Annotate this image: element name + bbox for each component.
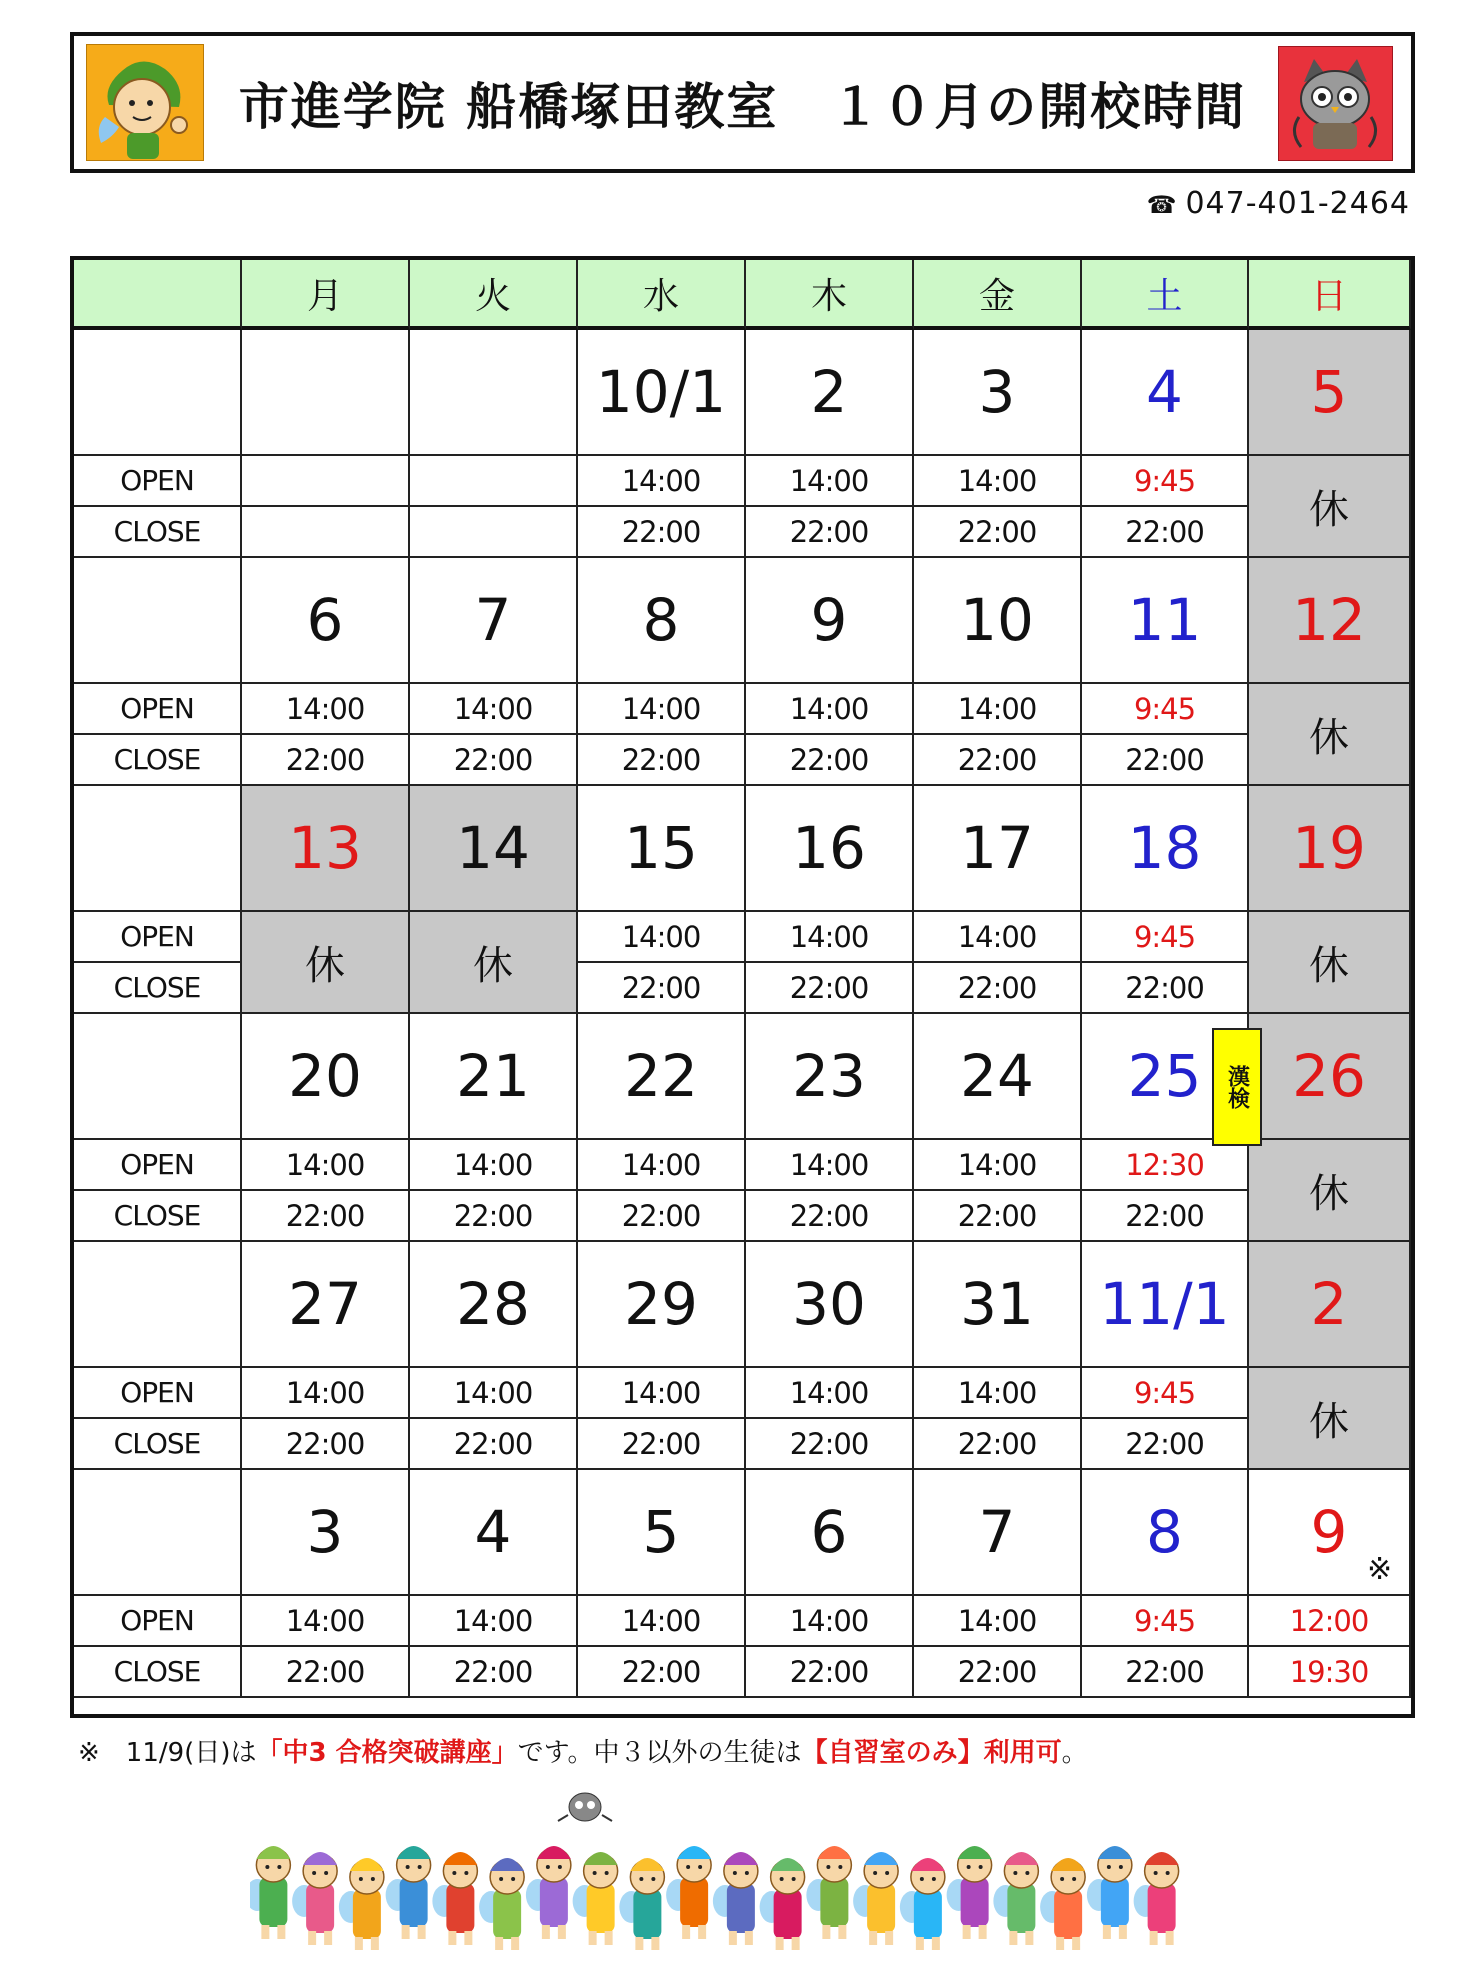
close-time: 22:00 — [914, 507, 1082, 558]
close-time: 22:00 — [242, 1419, 410, 1470]
open-time: 14:00 — [914, 912, 1082, 963]
close-time: 22:00 — [410, 1191, 578, 1242]
day-date: 22 — [578, 1014, 746, 1140]
open-label: OPEN — [74, 1140, 242, 1191]
close-time: 22:00 — [578, 1419, 746, 1470]
kanken-badge: 漢検 — [1212, 1028, 1262, 1146]
footnote-text-3: 。 — [1061, 1738, 1088, 1768]
open-time: 14:00 — [242, 684, 410, 735]
close-label: CLOSE — [74, 1647, 242, 1698]
telephone-icon: ☎ — [1146, 191, 1178, 219]
day-date: 13 — [242, 786, 410, 912]
note-mark: ※ — [1367, 1552, 1393, 1587]
open-label: OPEN — [74, 684, 242, 735]
day-date: 12 — [1249, 558, 1411, 684]
day-date: 23 — [746, 1014, 914, 1140]
footnote-text-2: です。中３以外の生徒は — [517, 1738, 802, 1768]
close-time: 22:00 — [410, 735, 578, 786]
weekday-header: 水 — [578, 260, 746, 330]
week-label-blank — [74, 330, 242, 456]
open-time: 14:00 — [578, 912, 746, 963]
close-time: 22:00 — [1082, 735, 1249, 786]
parade-mascot — [713, 1852, 758, 1945]
close-time: 22:00 — [746, 507, 914, 558]
parade-mascot — [993, 1852, 1038, 1945]
day-date: 21 — [410, 1014, 578, 1140]
close-label: CLOSE — [74, 1419, 242, 1470]
close-time: 22:00 — [746, 1191, 914, 1242]
week-label-blank — [74, 558, 242, 684]
open-label: OPEN — [74, 456, 242, 507]
open-label: OPEN — [74, 1596, 242, 1647]
day-date: 8 — [1082, 1470, 1249, 1596]
open-time: 14:00 — [578, 1140, 746, 1191]
closed-day-cell: 休 — [1249, 1368, 1411, 1470]
close-time: 22:00 — [410, 1647, 578, 1698]
day-date: 17 — [914, 786, 1082, 912]
closed-day-cell: 休 — [1249, 912, 1411, 1014]
week-label-blank — [74, 1470, 242, 1596]
day-date: 14 — [410, 786, 578, 912]
day-date: 2 — [1249, 1242, 1411, 1368]
open-time: 14:00 — [578, 456, 746, 507]
day-date: 20 — [242, 1014, 410, 1140]
open-time: 9:45 — [1082, 1596, 1249, 1647]
close-time: 22:00 — [578, 507, 746, 558]
open-label: OPEN — [74, 912, 242, 963]
closed-day-cell: 休 — [1249, 1140, 1411, 1242]
weekday-header: 木 — [746, 260, 914, 330]
open-time: 14:00 — [914, 1368, 1082, 1419]
open-time: 14:00 — [746, 1596, 914, 1647]
week-label-blank — [74, 1242, 242, 1368]
week-label-blank — [74, 1014, 242, 1140]
close-time: 22:00 — [242, 1647, 410, 1698]
open-time: 14:00 — [914, 456, 1082, 507]
day-date: 3 — [242, 1470, 410, 1596]
day-date: 9 — [746, 558, 914, 684]
day-date: 2 — [746, 330, 914, 456]
open-time: 14:00 — [410, 1140, 578, 1191]
open-time: 14:00 — [410, 684, 578, 735]
day-date: 27 — [242, 1242, 410, 1368]
day-date: 26 — [1249, 1014, 1411, 1140]
footnote-highlight-course: 「中3 合格突破講座」 — [256, 1738, 518, 1768]
day-date: 24 — [914, 1014, 1082, 1140]
open-time: 14:00 — [578, 684, 746, 735]
day-date: 18 — [1082, 786, 1249, 912]
day-date: 19 — [1249, 786, 1411, 912]
open-time: 14:00 — [242, 1596, 410, 1647]
close-time: 22:00 — [242, 735, 410, 786]
close-time: 19:30 — [1249, 1647, 1411, 1698]
day-date: 5 — [1249, 330, 1411, 456]
open-time: 9:45 — [1082, 1368, 1249, 1419]
parade-mascot — [900, 1858, 945, 1950]
day-date: 28 — [410, 1242, 578, 1368]
footnote-text-1: 11/9(日)は — [99, 1738, 257, 1768]
day-date: 3 — [914, 330, 1082, 456]
open-time: 14:00 — [914, 684, 1082, 735]
open-time: 14:00 — [914, 1596, 1082, 1647]
parade-mascot — [760, 1858, 805, 1950]
mascot-logo-left — [86, 44, 204, 161]
parade-mascot — [1134, 1852, 1179, 1945]
day-date: 29 — [578, 1242, 746, 1368]
weekday-header: 月 — [242, 260, 410, 330]
day-date — [410, 330, 578, 456]
day-date: 11/1 — [1082, 1242, 1249, 1368]
close-time: 22:00 — [1082, 507, 1249, 558]
parade-mascot — [573, 1852, 618, 1945]
close-time — [410, 507, 578, 558]
weekday-header-blank — [74, 260, 242, 330]
close-time: 22:00 — [914, 1191, 1082, 1242]
day-date: 4 — [1082, 330, 1249, 456]
footnote-mark: ※ — [78, 1738, 100, 1768]
close-label: CLOSE — [74, 735, 242, 786]
parade-mascot — [386, 1846, 431, 1939]
closed-day-cell: 休 — [410, 912, 578, 1014]
close-time: 22:00 — [914, 735, 1082, 786]
close-time: 22:00 — [1082, 1647, 1249, 1698]
close-time: 22:00 — [578, 1647, 746, 1698]
open-time: 9:45 — [1082, 912, 1249, 963]
parade-mascot — [292, 1852, 337, 1945]
parade-mascot — [947, 1846, 992, 1939]
close-label: CLOSE — [74, 507, 242, 558]
parade-mascot — [1087, 1846, 1132, 1939]
day-date: 25 — [1082, 1014, 1249, 1140]
open-time: 14:00 — [242, 1140, 410, 1191]
open-time: 14:00 — [242, 1368, 410, 1419]
open-time: 14:00 — [578, 1368, 746, 1419]
day-date: 4 — [410, 1470, 578, 1596]
day-date: 15 — [578, 786, 746, 912]
open-time — [410, 456, 578, 507]
open-time: 14:00 — [578, 1596, 746, 1647]
close-time: 22:00 — [1082, 963, 1249, 1014]
footnote — [78, 1732, 1088, 1769]
open-time: 12:30 — [1082, 1140, 1249, 1191]
open-time: 9:45 — [1082, 456, 1249, 507]
day-date: 8 — [578, 558, 746, 684]
parade-mascot — [619, 1858, 664, 1950]
mascot-owl-right — [1278, 46, 1393, 161]
day-date: 10 — [914, 558, 1082, 684]
close-time: 22:00 — [914, 1647, 1082, 1698]
parade-mascot — [806, 1846, 851, 1939]
day-date: 7 — [914, 1470, 1082, 1596]
close-time: 22:00 — [746, 963, 914, 1014]
day-date: 30 — [746, 1242, 914, 1368]
parade-mascot — [1040, 1858, 1085, 1950]
day-date: 6 — [746, 1470, 914, 1596]
close-time: 22:00 — [1082, 1191, 1249, 1242]
close-time: 22:00 — [578, 963, 746, 1014]
open-time: 9:45 — [1082, 684, 1249, 735]
close-time — [242, 507, 410, 558]
parade-mascot — [339, 1858, 384, 1950]
open-time: 14:00 — [746, 456, 914, 507]
day-date: 5 — [578, 1470, 746, 1596]
open-time: 14:00 — [410, 1368, 578, 1419]
close-time: 22:00 — [242, 1191, 410, 1242]
close-time: 22:00 — [746, 1419, 914, 1470]
day-date: 16 — [746, 786, 914, 912]
title-box — [70, 32, 1415, 173]
day-date: 31 — [914, 1242, 1082, 1368]
open-label: OPEN — [74, 1368, 242, 1419]
close-label: CLOSE — [74, 963, 242, 1014]
parade-mascot — [526, 1846, 571, 1939]
page-title: 市進学院 船橋塚田教室 １０月の開校時間 — [238, 77, 1247, 136]
phone-text: 047-401-2464 — [1185, 186, 1410, 221]
mascot-parade-illustration — [250, 1785, 1185, 1950]
parade-mascot — [479, 1858, 524, 1950]
closed-day-cell: 休 — [1249, 684, 1411, 786]
close-time: 22:00 — [914, 963, 1082, 1014]
close-time: 22:00 — [410, 1419, 578, 1470]
parade-mascot — [250, 1846, 290, 1939]
day-date: 9 — [1249, 1470, 1411, 1596]
weekday-header: 土 — [1082, 260, 1249, 330]
open-time: 14:00 — [746, 1368, 914, 1419]
day-date: 7 — [410, 558, 578, 684]
parade-mascot — [853, 1852, 898, 1945]
weekday-header: 火 — [410, 260, 578, 330]
open-time: 14:00 — [746, 684, 914, 735]
footnote-highlight-study-room: 【自習室のみ】利用可 — [801, 1738, 1062, 1768]
open-time: 14:00 — [410, 1596, 578, 1647]
closed-day-cell: 休 — [1249, 456, 1411, 558]
weekday-header: 金 — [914, 260, 1082, 330]
close-time: 22:00 — [578, 1191, 746, 1242]
close-label: CLOSE — [74, 1191, 242, 1242]
phone-number — [1147, 186, 1410, 221]
day-date — [242, 330, 410, 456]
parade-owl — [558, 1793, 612, 1821]
day-date: 6 — [242, 558, 410, 684]
close-time: 22:00 — [914, 1419, 1082, 1470]
week-label-blank — [74, 786, 242, 912]
calendar-table — [70, 256, 1415, 1718]
parade-mascot — [666, 1846, 711, 1939]
open-time: 12:00 — [1249, 1596, 1411, 1647]
close-time: 22:00 — [746, 735, 914, 786]
day-date: 10/1 — [578, 330, 746, 456]
open-time: 14:00 — [914, 1140, 1082, 1191]
close-time: 22:00 — [746, 1647, 914, 1698]
parade-mascot — [432, 1852, 477, 1945]
open-time: 14:00 — [746, 1140, 914, 1191]
close-time: 22:00 — [1082, 1419, 1249, 1470]
day-date: 11 — [1082, 558, 1249, 684]
open-time: 14:00 — [746, 912, 914, 963]
weekday-header: 日 — [1249, 260, 1411, 330]
open-time — [242, 456, 410, 507]
closed-day-cell: 休 — [242, 912, 410, 1014]
close-time: 22:00 — [578, 735, 746, 786]
